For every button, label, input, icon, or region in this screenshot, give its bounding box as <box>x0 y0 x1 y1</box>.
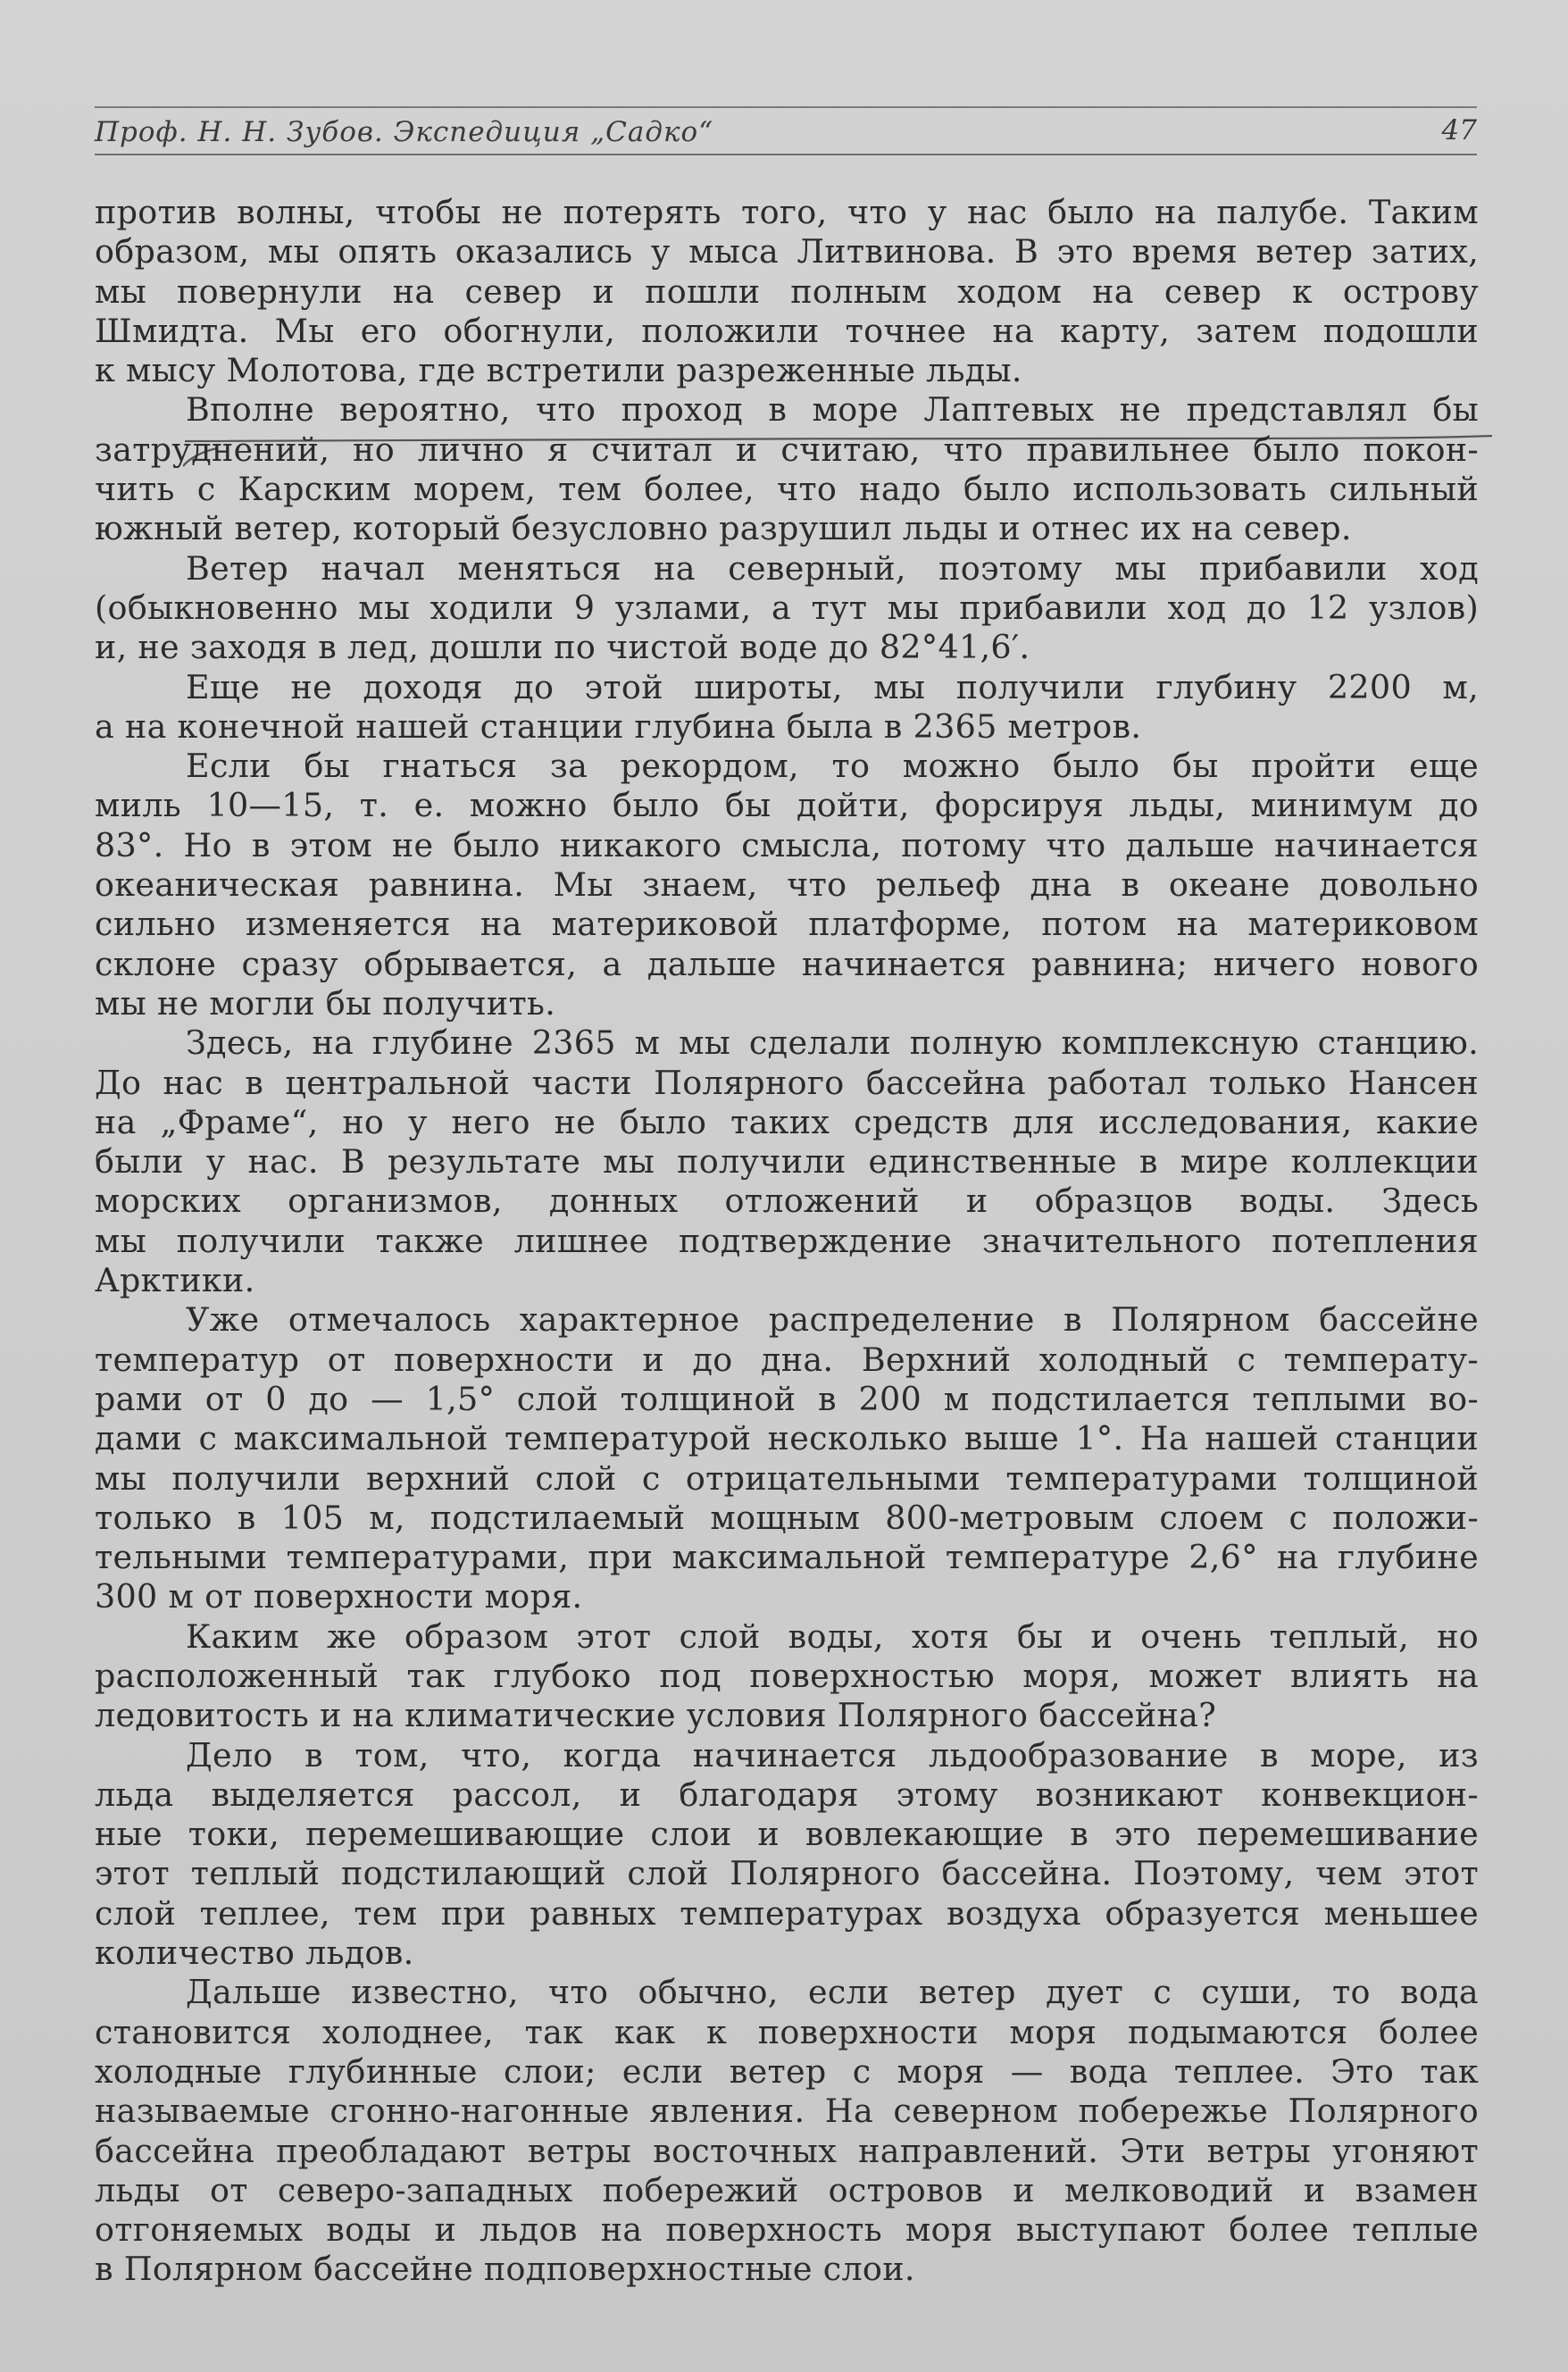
text-line: против волны, чтобы не потерять того, что у нас было на палубе. Таким <box>95 193 1479 231</box>
text-line: морских организмов, донных отложений и образцов воды. Здесь <box>95 1182 1479 1221</box>
text-line: дами с максимальной температурой несколько выше 1°. На нашей станции <box>95 1419 1479 1458</box>
text-line: Если бы гнаться за рекордом, то можно было бы пройти еще <box>186 747 1479 786</box>
text-line: становится холоднее, так как к поверхности моря подымаются более <box>95 2012 1479 2051</box>
text-line: 83°. Но в этом не было никакого смысла, потому что дальше начинается <box>95 825 1479 864</box>
text-line: затруднений, но лично я считал и считаю, что правильнее было покон- <box>95 430 1479 469</box>
text-line: к мысу Молотова, где встретили разреженные льды. <box>95 351 1022 390</box>
text-line: Дело в том, что, когда начинается льдообразование в море, из <box>186 1735 1479 1775</box>
text-line: на „Фраме“, но у него не было таких средств для исследования, какие <box>95 1102 1479 1141</box>
text-line: ледовитость и на климатические условия Полярного бассейна? <box>95 1696 1217 1735</box>
text-line: слой теплее, тем при равных температурах воздуха образуется меньшее <box>95 1893 1479 1933</box>
text-line: отгоняемых воды и льдов на поверхность моря выступают более теплые <box>95 2210 1479 2250</box>
text-line: были у нас. В результате мы получили единственные в мире коллекции <box>95 1142 1479 1182</box>
text-line: сильно изменяется на материковой платформе, потом на материковом <box>95 905 1479 944</box>
text-line: Вполне вероятно, что проход в море Лаптевых не представлял бы <box>186 390 1479 430</box>
text-line: До нас в центральной части Полярного бассейна работал только Нансен <box>95 1063 1479 1102</box>
page-number: 47 <box>1441 114 1477 146</box>
running-header <box>95 111 1477 155</box>
text-line: чить с Карским морем, тем более, что надо было использовать сильный <box>95 470 1479 509</box>
text-line: Еще не доходя до этой широты, мы получили глубину 2200 м, <box>186 667 1479 706</box>
header-rule-bottom <box>95 154 1477 155</box>
text-line: этот теплый подстилающий слой Полярного бассейна. Поэтому, чем этот <box>95 1854 1479 1893</box>
text-line: (обыкновенно мы ходили 9 узлами, а тут мы прибавили ход до 12 узлов) <box>95 588 1479 627</box>
text-line: расположенный так глубоко под поверхностью моря, может влиять на <box>95 1656 1479 1695</box>
text-line: тельными температурами, при максимальной температуре 2,6° на глубине <box>95 1538 1479 1577</box>
text-line: льды от северо-западных побережий островов и мелководий и взамен <box>95 2170 1479 2209</box>
text-line: а на конечной нашей станции глубина была в 2365 метров. <box>95 706 1142 746</box>
header-title: Проф. Н. Н. Зубов. Экспедиция „Садко“ <box>95 116 714 148</box>
text-line: только в 105 м, подстилаемый мощным 800-метровым слоем с положи- <box>95 1498 1479 1537</box>
text-line: 300 м от поверхности моря. <box>95 1577 583 1616</box>
text-line: ные токи, перемешивающие слои и вовлекающие в это перемешивание <box>95 1815 1479 1854</box>
text-line: Ветер начал меняться на северный, поэтому мы прибавили ход <box>186 548 1479 588</box>
text-line: количество льдов. <box>95 1934 414 1973</box>
text-line: мы повернули на север и пошли полным ходом на север к острову <box>95 271 1479 311</box>
text-line: Уже отмечалось характерное распределение в Полярном бассейне <box>186 1300 1479 1340</box>
header-rule-top <box>95 106 1477 108</box>
text-line: Здесь, на глубине 2365 м мы сделали полную комплексную станцию. <box>186 1023 1479 1063</box>
text-line: Каким же образом этот слой воды, хотя бы и очень теплый, но <box>186 1616 1479 1656</box>
text-line: в Полярном бассейне подповерхностные слои. <box>95 2250 915 2289</box>
text-line: миль 10—15, т. е. можно было бы дойти, форсируя льды, минимум до <box>95 786 1479 825</box>
text-line: Дальше известно, что обычно, если ветер дует с суши, то вода <box>186 1973 1479 2012</box>
text-line: Арктики. <box>95 1261 255 1300</box>
text-line: и, не заходя в лед, дошли по чистой воде до 82°41,6′. <box>95 628 1030 667</box>
text-line: южный ветер, который безусловно разрушил льды и отнес их на север. <box>95 509 1352 548</box>
body-text <box>95 193 1479 2290</box>
text-line: температур от поверхности и до дна. Верхний холодный с температу- <box>95 1340 1479 1379</box>
text-line: мы получили также лишнее подтверждение значительного потепления <box>95 1221 1479 1260</box>
text-line: холодные глубинные слои; если ветер с моря — вода теплее. Это так <box>95 2051 1479 2091</box>
text-line: океаническая равнина. Мы знаем, что рельеф дна в океане довольно <box>95 865 1479 905</box>
text-line: рами от 0 до — 1,5° слой толщиной в 200 м подстилается теплыми во- <box>95 1379 1479 1418</box>
text-line: бассейна преобладают ветры восточных направлений. Эти ветры угоняют <box>95 2131 1479 2170</box>
text-line: образом, мы опять оказались у мыса Литвинова. В это время ветер затих, <box>95 232 1479 271</box>
text-line: называемые сгонно-нагонные явления. На северном побережье Полярного <box>95 2092 1479 2131</box>
text-line: мы не могли бы получить. <box>95 983 556 1023</box>
text-line: мы получили верхний слой с отрицательными температурами толщиной <box>95 1458 1479 1498</box>
text-line: склоне сразу обрывается, а дальше начинается равнина; ничего нового <box>95 944 1479 983</box>
text-line: льда выделяется рассол, и благодаря этому возникают конвекцион- <box>95 1775 1479 1814</box>
text-line: Шмидта. Мы его обогнули, положили точнее на карту, затем подошли <box>95 311 1479 350</box>
